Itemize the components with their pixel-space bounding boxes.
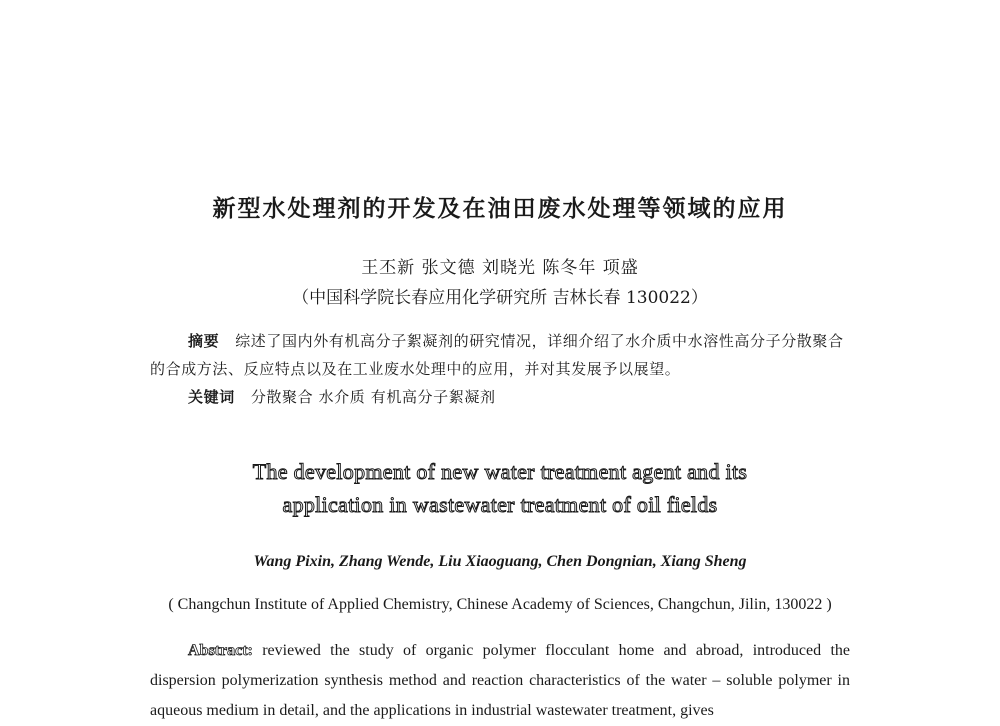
english-abstract-text: reviewed the study of organic polymer flocculant home and abroad, introduced the dispersion polymerization synthesis method and reaction characteristics of the water – soluble polymer in aqueous medium in detail, and the applications in industrial wastewater treatment, gives xyxy=(150,642,851,719)
chinese-abstract-text: 综述了国内外有机高分子絮凝剂的研究情况，详细介绍了水介质中水溶性高分子分散聚合的合成方法、反应特点以及在工业废水处理中的应用，并对其发展予以展望。 xyxy=(150,332,844,378)
english-abstract xyxy=(150,636,850,726)
english-authors: Wang Pixin, Zhang Wende, Liu Xiaoguang, Chen Dongnian, Xiang Sheng xyxy=(253,553,747,570)
chinese-abstract-label: 摘要 xyxy=(188,332,220,350)
chinese-title: 新型水处理剂的开发及在油田废水处理等领域的应用 xyxy=(212,196,788,222)
chinese-keywords-text: 分散聚合 水介质 有机高分子絮凝剂 xyxy=(250,388,496,406)
english-title-line-1: The development of new water treatment agent and its xyxy=(252,459,748,484)
english-affiliation: ( Changchun Institute of Applied Chemistry, Chinese Academy of Sciences, Changchun, Jilin, 130022 ) xyxy=(168,596,832,613)
english-title-line-2: application in wastewater treatment of oil fields xyxy=(282,492,718,517)
chinese-abstract xyxy=(150,327,850,383)
chinese-keywords-label: 关键词 xyxy=(188,388,235,406)
english-abstract-label: Abstract: xyxy=(188,642,253,659)
english-title xyxy=(0,455,1000,521)
chinese-authors: 王丕新 张文德 刘晓光 陈冬年 项盛 xyxy=(361,258,639,278)
chinese-keywords xyxy=(188,386,496,407)
chinese-affiliation: （中国科学院长春应用化学研究所 吉林长春 130022） xyxy=(292,288,708,308)
